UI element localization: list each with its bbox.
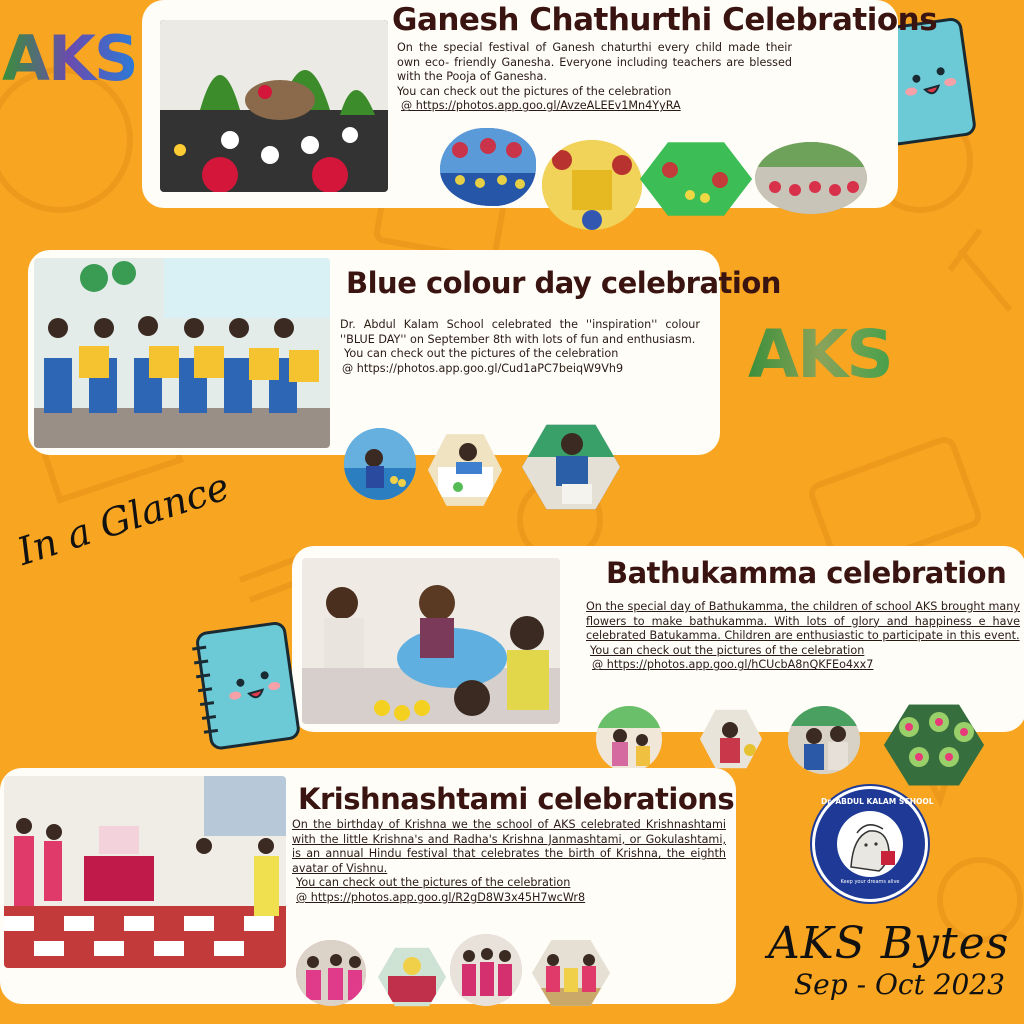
krishnashtami-main-photo <box>4 776 286 968</box>
ganesh-thumb-4 <box>755 142 867 214</box>
bathukamma-cta: You can check out the pictures of the celebration <box>590 643 865 657</box>
aks-logo-text-top: AKS <box>2 22 137 95</box>
ganesh-link[interactable]: @ https://photos.app.goo.gl/AvzeALEEv1Mn4YyRA <box>401 99 681 113</box>
krishnashtami-title: Krishnashtami celebrations <box>298 782 735 816</box>
bathukamma-main-photo <box>302 558 560 724</box>
krishnashtami-thumb-1 <box>296 940 366 1006</box>
blue-day-cta: You can check out the pictures of the celebration <box>344 347 619 361</box>
bathukamma-thumb-1 <box>596 706 662 772</box>
school-logo <box>812 786 934 902</box>
footer-brand: AKS Bytes <box>768 918 1010 969</box>
bathukamma-thumb-3 <box>788 706 860 774</box>
krishnashtami-text: On the birthday of Krishna we the school of AKS celebrated Krishnashtami with the little Krishna's and Radha's Krishna Janmashtami, or Gokulashtami, is an annual Hindu festival that celebrates the birth of Krishna, the eighth avatar of Vishnu. <box>292 818 726 875</box>
bathukamma-body <box>586 600 1020 673</box>
in-a-glance-script: In a Glance <box>12 464 235 574</box>
ganesh-title: Ganesh Chathurthi Celebrations <box>392 2 938 38</box>
ganesh-text: On the special festival of Ganesh chaturthi every child made their own eco- friendly Ganesha. Everyone including teachers are blessed with the Pooja of Ganesha. <box>397 41 792 84</box>
ganesh-thumb-2 <box>542 140 642 230</box>
ganesh-main-photo <box>160 20 388 192</box>
blue-day-link[interactable]: @ https://photos.app.goo.gl/Cud1aPC7beiqW9Vh9 <box>342 361 624 375</box>
school-logo-tagline: Keep your dreams alive <box>840 879 900 885</box>
blue-day-thumb-1 <box>344 428 416 500</box>
ganesh-cta: You can check out the pictures of the celebration <box>397 84 672 98</box>
ganesh-body <box>397 41 792 114</box>
krishnashtami-thumb-3 <box>450 934 522 1006</box>
footer-date: Sep - Oct 2023 <box>794 968 1005 1001</box>
bathukamma-text: On the special day of Bathukamma, the children of school AKS brought many flowers to make bathukamma. With lots of glory and happiness e have celebrated Batukamma. Children are enthusiastic to participate in this event. <box>586 600 1020 643</box>
bathukamma-title: Bathukamma celebration <box>606 556 1007 590</box>
blue-day-body <box>340 318 700 376</box>
notebook-mascot-middle <box>188 618 304 756</box>
bathukamma-link[interactable]: @ https://photos.app.goo.gl/hCUcbA8nQKFEo4xx7 <box>592 658 874 672</box>
ganesh-thumb-1 <box>440 128 536 206</box>
aks-logo-text-middle: AKS <box>748 316 892 393</box>
school-logo-ring-text: Dr. ABDUL KALAM SCHOOL <box>821 797 934 806</box>
krishnashtami-cta: You can check out the pictures of the celebration <box>296 876 571 890</box>
school-logo-inner <box>837 811 903 877</box>
krishnashtami-link[interactable]: @ https://photos.app.goo.gl/R2gD8W3x45H7wcWr8 <box>296 890 586 904</box>
blue-day-title: Blue colour day celebration <box>346 266 781 300</box>
blue-day-main-photo <box>34 258 330 448</box>
blue-day-text: Dr. Abdul Kalam School celebrated the ''inspiration'' colour ''BLUE DAY'' on September 8th with lots of fun and enthusiasm. <box>340 318 700 346</box>
krishnashtami-body <box>292 818 726 906</box>
